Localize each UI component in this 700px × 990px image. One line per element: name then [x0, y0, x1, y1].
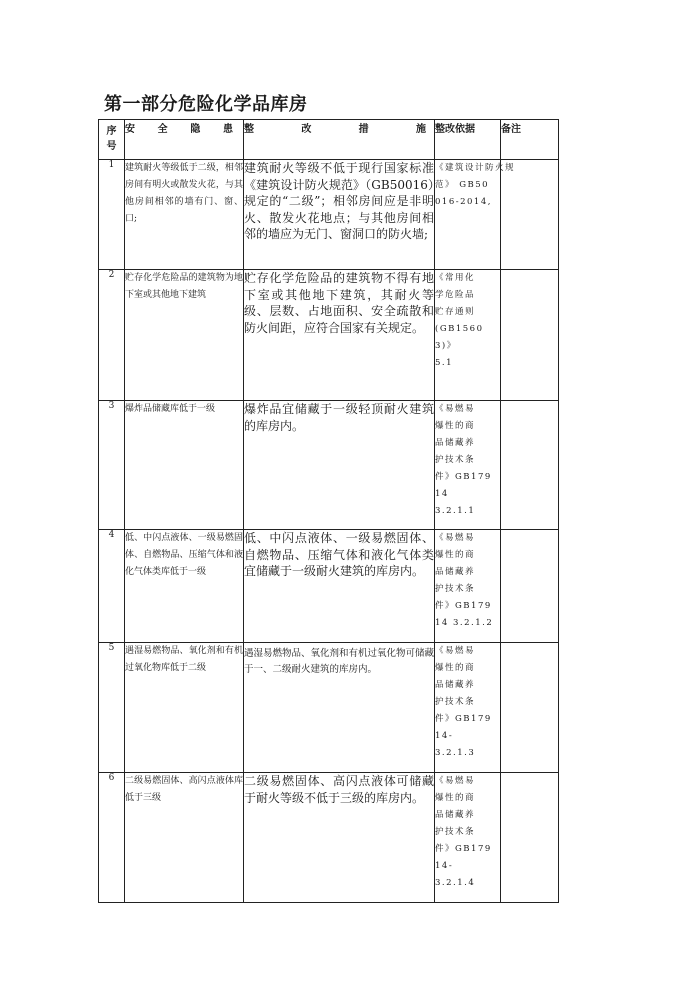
- hazard-table: [98, 119, 559, 903]
- header-hazard: 安 全 隐 患: [125, 120, 244, 160]
- row-remark: [501, 160, 559, 270]
- row-basis: 《建筑设计防火规 范》 GB50 016-2014,: [435, 160, 501, 270]
- row-basis: 《易燃易 爆性的商 品储藏养 护技术条 件》GB179 14- 3.2.1.4: [435, 773, 501, 903]
- row-hazard: 贮存化学危险品的建筑物为地下室或其他地下建筑: [125, 270, 244, 401]
- row-no: 2: [99, 270, 125, 401]
- row-measures: 贮存化学危险品的建筑物不得有地下室或其他地下建筑，其耐火等级、层数、占地面积、安全疏散和防火间距，应符合国家有关规定。: [244, 270, 435, 401]
- page-title: 第一部分危险化学品库房: [104, 94, 308, 115]
- row-hazard: 低、中闪点液体、一级易燃固体、自燃物品、压缩气体和液化气体类库低于一级: [125, 530, 244, 643]
- header-remark: 备注: [501, 120, 559, 160]
- row-remark: [501, 773, 559, 903]
- row-no: 1: [99, 160, 125, 270]
- header-row: [99, 120, 559, 160]
- header-measures: 整 改 措 施: [244, 120, 435, 160]
- row-hazard: 建筑耐火等级低于二级，相邻房间有明火或散发火花，与其他房间相邻的墙有门、窗、口;: [125, 160, 244, 270]
- table-row: [99, 270, 559, 401]
- row-no: 5: [99, 643, 125, 773]
- row-no: 3: [99, 401, 125, 530]
- row-remark: [501, 270, 559, 401]
- row-basis: 《易燃易 爆性的商 品储藏养 护技术条 件》GB179 14 3.2.1.1: [435, 401, 501, 530]
- header-basis: 整改依据: [435, 120, 501, 160]
- header-no: [99, 120, 125, 160]
- row-remark: [501, 530, 559, 643]
- row-measures: 建筑耐火等级不低于现行国家标准《建筑设计防火规范》（GB50016）规定的“二级”；相邻房间应是非明火、散发火花地点；与其他房间相邻的墙应为无门、窗洞口的防火墙;: [244, 160, 435, 270]
- table-row: [99, 530, 559, 643]
- row-no: 4: [99, 530, 125, 643]
- row-hazard: 爆炸品储藏库低于一级: [125, 401, 244, 530]
- row-hazard: 遇湿易燃物品、氧化剂和有机过氧化物库低于二级: [125, 643, 244, 773]
- row-measures: 遇湿易燃物品、氧化剂和有机过氧化物可储藏于一、二级耐火建筑的库房内。: [244, 643, 435, 773]
- table-row: [99, 643, 559, 773]
- row-no: 6: [99, 773, 125, 903]
- row-basis: 《易燃易 爆性的商 品储藏养 护技术条 件》GB179 14 3.2.1.2: [435, 530, 501, 643]
- row-basis: 《易燃易 爆性的商 品储藏养 护技术条 件》GB179 14- 3.2.1.3: [435, 643, 501, 773]
- row-measures: 二级易燃固体、高闪点液体可储藏于耐火等级不低于三级的库房内。: [244, 773, 435, 903]
- row-hazard: 二级易燃固体、高闪点液体库低于三级: [125, 773, 244, 903]
- row-remark: [501, 643, 559, 773]
- table-row: [99, 401, 559, 530]
- row-remark: [501, 401, 559, 530]
- row-measures: 爆炸品宜储藏于一级轻顶耐火建筑的库房内。: [244, 401, 435, 530]
- row-measures: 低、中闪点液体、一级易燃固体、自燃物品、压缩气体和液化气体类宜储藏于一级耐火建筑的库房内。: [244, 530, 435, 643]
- table-row: [99, 160, 559, 270]
- header-no-line2: 号: [106, 141, 117, 152]
- row-basis: 《常用化 学危险品 贮存通则 (GB1560 3)》 5.1: [435, 270, 501, 401]
- header-no-line1: 序: [106, 126, 117, 137]
- table-row: [99, 773, 559, 903]
